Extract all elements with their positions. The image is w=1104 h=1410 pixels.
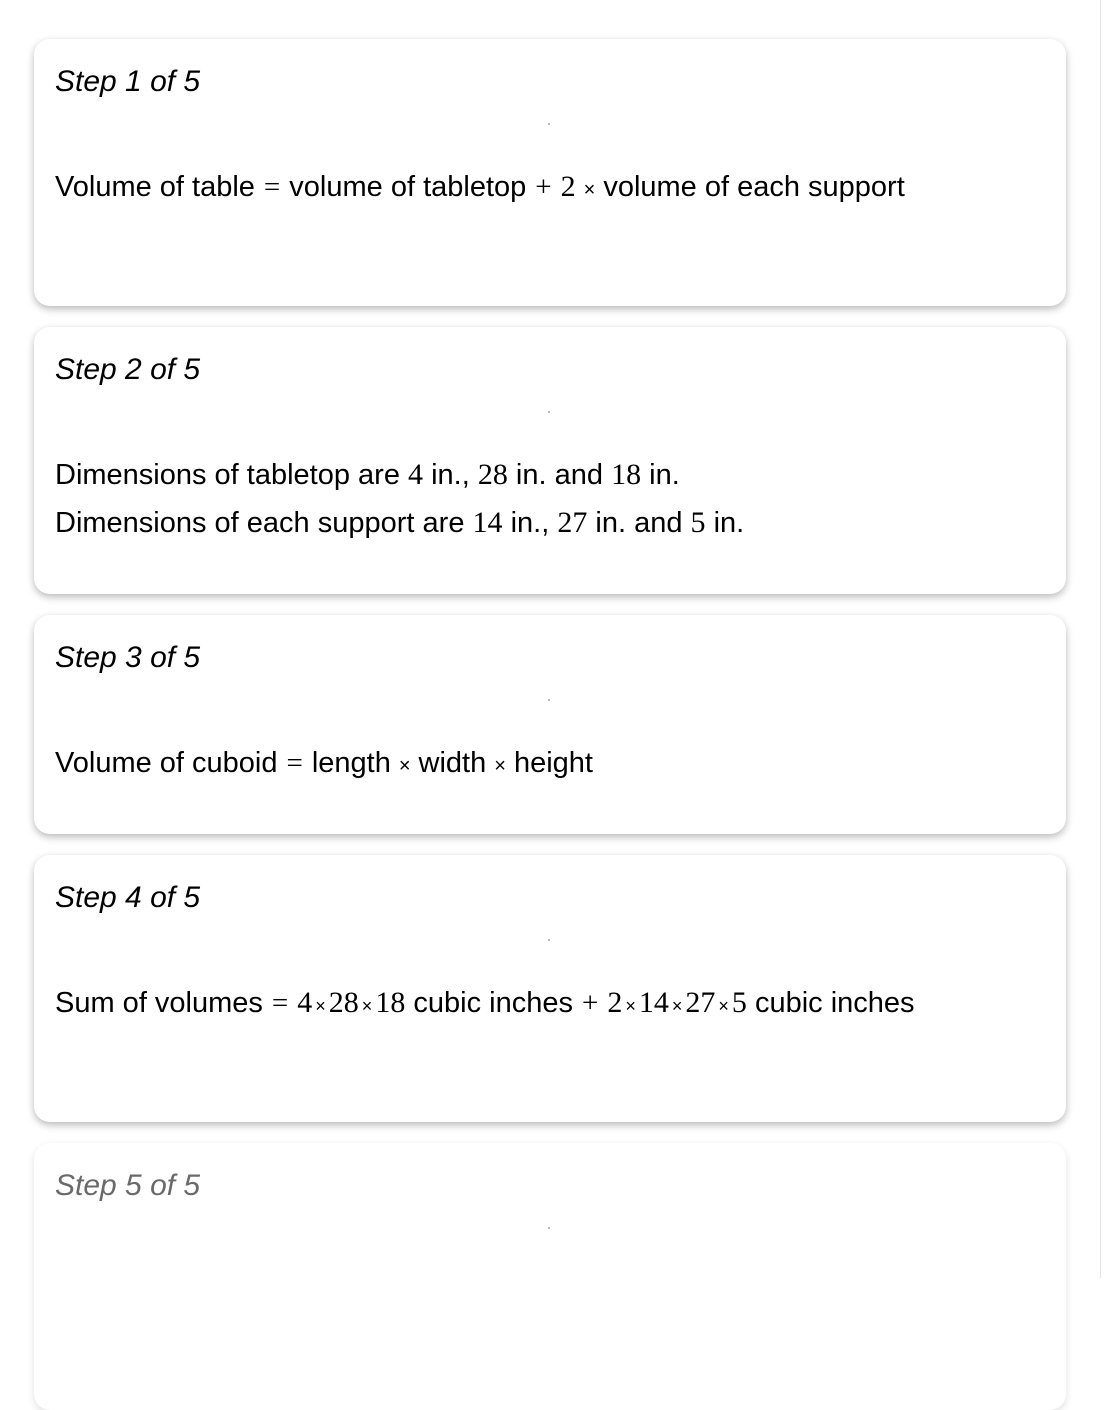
text: in., <box>431 459 470 491</box>
text: length <box>311 747 391 779</box>
number: 4 <box>408 458 424 491</box>
marker-dot <box>548 939 550 941</box>
number: 18 <box>375 986 406 1019</box>
times-sign: × <box>494 755 506 777</box>
text: Dimensions of each support are <box>55 507 465 539</box>
equals-sign: = <box>271 987 289 1019</box>
text: in., <box>510 507 550 539</box>
text: volume of tabletop <box>289 171 527 203</box>
text: in. <box>713 507 745 539</box>
scrollbar-track[interactable] <box>1100 0 1101 1278</box>
step-card-3 <box>34 615 1066 834</box>
number: 28 <box>328 986 359 1019</box>
times-sign: × <box>625 996 636 1016</box>
tabletop-dimensions <box>55 451 956 499</box>
number: 5 <box>690 506 706 539</box>
equals-sign: = <box>286 747 303 779</box>
number: 5 <box>731 986 747 1019</box>
number: 27 <box>685 986 716 1019</box>
step-title: Step 3 of 5 <box>55 641 201 674</box>
number: 14 <box>472 506 503 539</box>
text: cubic inches <box>413 987 573 1019</box>
step-card-1 <box>34 39 1066 306</box>
text: in. and <box>515 459 603 491</box>
step-card-2 <box>34 327 1066 594</box>
text: height <box>513 747 593 779</box>
step-card-4 <box>34 855 1066 1122</box>
plus-sign: + <box>581 987 599 1019</box>
times-sign: × <box>718 996 729 1016</box>
times-sign: × <box>398 755 411 777</box>
number: 2 <box>607 986 623 1019</box>
step-content <box>55 739 956 790</box>
text: Volume of table <box>55 171 255 203</box>
step-content <box>55 979 956 1030</box>
number: 18 <box>611 458 642 491</box>
step-title: Step 4 of 5 <box>55 881 201 914</box>
equals-sign: = <box>263 171 281 203</box>
text: width <box>418 747 487 779</box>
marker-dot <box>548 123 550 125</box>
support-dimensions <box>55 499 956 547</box>
times-sign: × <box>361 996 373 1016</box>
step-title: Step 2 of 5 <box>55 353 201 386</box>
text: Volume of cuboid <box>55 747 278 779</box>
number: 27 <box>557 506 588 539</box>
times-sign: × <box>315 996 326 1016</box>
step-content <box>55 451 956 547</box>
number: 4 <box>297 986 313 1019</box>
marker-dot <box>548 1227 550 1229</box>
text: cubic inches <box>754 987 915 1019</box>
text: in. and <box>595 507 683 539</box>
step-card-5 <box>34 1143 1066 1410</box>
plus-sign: + <box>535 171 552 203</box>
times-sign: × <box>583 179 596 201</box>
marker-dot <box>548 699 550 701</box>
times-sign: × <box>671 996 683 1016</box>
text: Dimensions of tabletop are <box>55 459 400 491</box>
marker-dot <box>548 411 550 413</box>
text: in. <box>649 459 680 491</box>
step-title: Step 1 of 5 <box>55 65 201 98</box>
number: 14 <box>638 986 669 1019</box>
step-content <box>55 163 956 214</box>
text: Sum of volumes <box>55 987 263 1019</box>
step-title: Step 5 of 5 <box>55 1169 201 1202</box>
text: volume of each support <box>603 171 905 203</box>
number: 28 <box>477 458 508 491</box>
number: 2 <box>560 170 576 203</box>
